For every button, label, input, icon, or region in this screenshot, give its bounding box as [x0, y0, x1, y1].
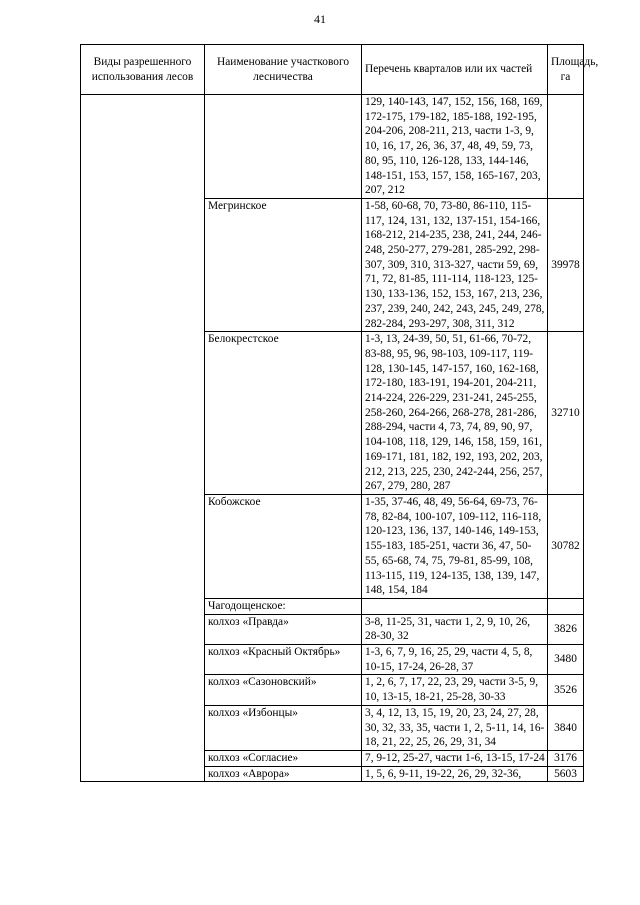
area-cell: 30782	[548, 494, 584, 598]
forestry-cell: Чагодощенское:	[205, 598, 362, 614]
forest-use-table	[80, 44, 599, 782]
quarters-cell: 1, 5, 6, 9-11, 19-22, 26, 29, 32-36,	[362, 766, 548, 782]
quarters-cell: 1, 2, 6, 7, 17, 22, 23, 29, части 3-5, 9, 10, 13-15, 18-21, 25-28, 30-33	[362, 675, 548, 705]
forestry-cell: колхоз «Сазоновский»	[205, 675, 362, 705]
forestry-cell: колхоз «Согласие»	[205, 750, 362, 766]
area-cell: 3480	[548, 645, 584, 675]
quarters-cell: 129, 140-143, 147, 152, 156, 168, 169, 172-175, 179-182, 185-188, 192-195, 204-206, 208-211, 213, части 1-3, 9, 10, 16, 17, 26, 36, 37, 48, 49, 59, 73, 80, 95, 110, 126-128, 133, 144-146, 148-151, 153, 157, 158, 165-167, 203, 207, 212	[362, 95, 548, 199]
quarters-cell	[362, 598, 548, 614]
quarters-cell: 1-35, 37-46, 48, 49, 56-64, 69-73, 76-78, 82-84, 100-107, 109-112, 116-118, 120-123, 136, 137, 140-146, 149-153, 155-183, 185-251, части 36, 47, 50-55, 65-68, 74, 75, 79-81, 85-99, 108, 113-115, 119, 124-135, 138, 139, 147, 148, 154, 184	[362, 494, 548, 598]
quarters-cell: 1-3, 6, 7, 9, 16, 25, 29, части 4, 5, 8, 10-15, 17-24, 26-28, 37	[362, 645, 548, 675]
area-cell	[548, 95, 584, 199]
quarters-cell: 3-8, 11-25, 31, части 1, 2, 9, 10, 26, 28-30, 32	[362, 614, 548, 644]
forestry-cell: колхоз «Аврора»	[205, 766, 362, 782]
quarters-cell: 1-58, 60-68, 70, 73-80, 86-110, 115-117, 124, 131, 132, 137-151, 154-166, 168-212, 214-235, 238, 241, 244, 246-248, 250-277, 279-281, 285-292, 298-307, 309, 310, 313-327, части 59, 69, 71, 72, 81-85, 111-114, 118-123, 125-130, 133-136, 152, 153, 167, 213, 236, 237, 239, 240, 242, 243, 245, 249, 278, 282-284, 293-297, 308, 311, 312	[362, 198, 548, 331]
header-area: Площадь, га	[548, 45, 584, 95]
header-quarters: Перечень кварталов или их частей	[362, 45, 548, 95]
table-header-row	[81, 45, 584, 95]
header-forestry: Наименование участкового лесничества	[205, 45, 362, 95]
forestry-cell: Мегринское	[205, 198, 362, 331]
area-cell: 3176	[548, 750, 584, 766]
forestry-cell: Кобожское	[205, 494, 362, 598]
forestry-cell: колхоз «Избонцы»	[205, 705, 362, 750]
area-cell: 39978	[548, 198, 584, 331]
use-type-cell	[81, 95, 205, 782]
page-number: 41	[314, 12, 326, 26]
quarters-cell: 7, 9-12, 25-27, части 1-6, 13-15, 17-24	[362, 750, 548, 766]
quarters-cell: 3, 4, 12, 13, 15, 19, 20, 23, 24, 27, 28, 30, 32, 33, 35, части 1, 2, 5-11, 14, 16-18, 21, 22, 25, 26, 29, 31, 34	[362, 705, 548, 750]
forestry-cell: колхоз «Красный Октябрь»	[205, 645, 362, 675]
area-cell: 32710	[548, 332, 584, 495]
area-cell: 3826	[548, 614, 584, 644]
area-cell: 5603	[548, 766, 584, 782]
forestry-cell: колхоз «Правда»	[205, 614, 362, 644]
table-row	[81, 95, 584, 199]
area-cell: 3526	[548, 675, 584, 705]
forestry-cell: Белокрестское	[205, 332, 362, 495]
header-use-type: Виды разрешенного использования лесов	[81, 45, 205, 95]
forestry-cell	[205, 95, 362, 199]
quarters-cell: 1-3, 13, 24-39, 50, 51, 61-66, 70-72, 83-88, 95, 96, 98-103, 109-117, 119-128, 130-145, 147-157, 160, 162-168, 172-180, 183-191, 194-201, 204-211, 214-224, 226-229, 231-241, 245-255, 258-260, 264-266, 268-278, 281-286, 288-294, части 4, 73, 74, 89, 90, 97, 104-108, 118, 129, 146, 158, 159, 161, 169-171, 181, 182, 192, 193, 202, 203, 212, 213, 225, 230, 242-244, 256, 257, 267, 279, 280, 287	[362, 332, 548, 495]
area-cell	[548, 598, 584, 614]
area-cell: 3840	[548, 705, 584, 750]
